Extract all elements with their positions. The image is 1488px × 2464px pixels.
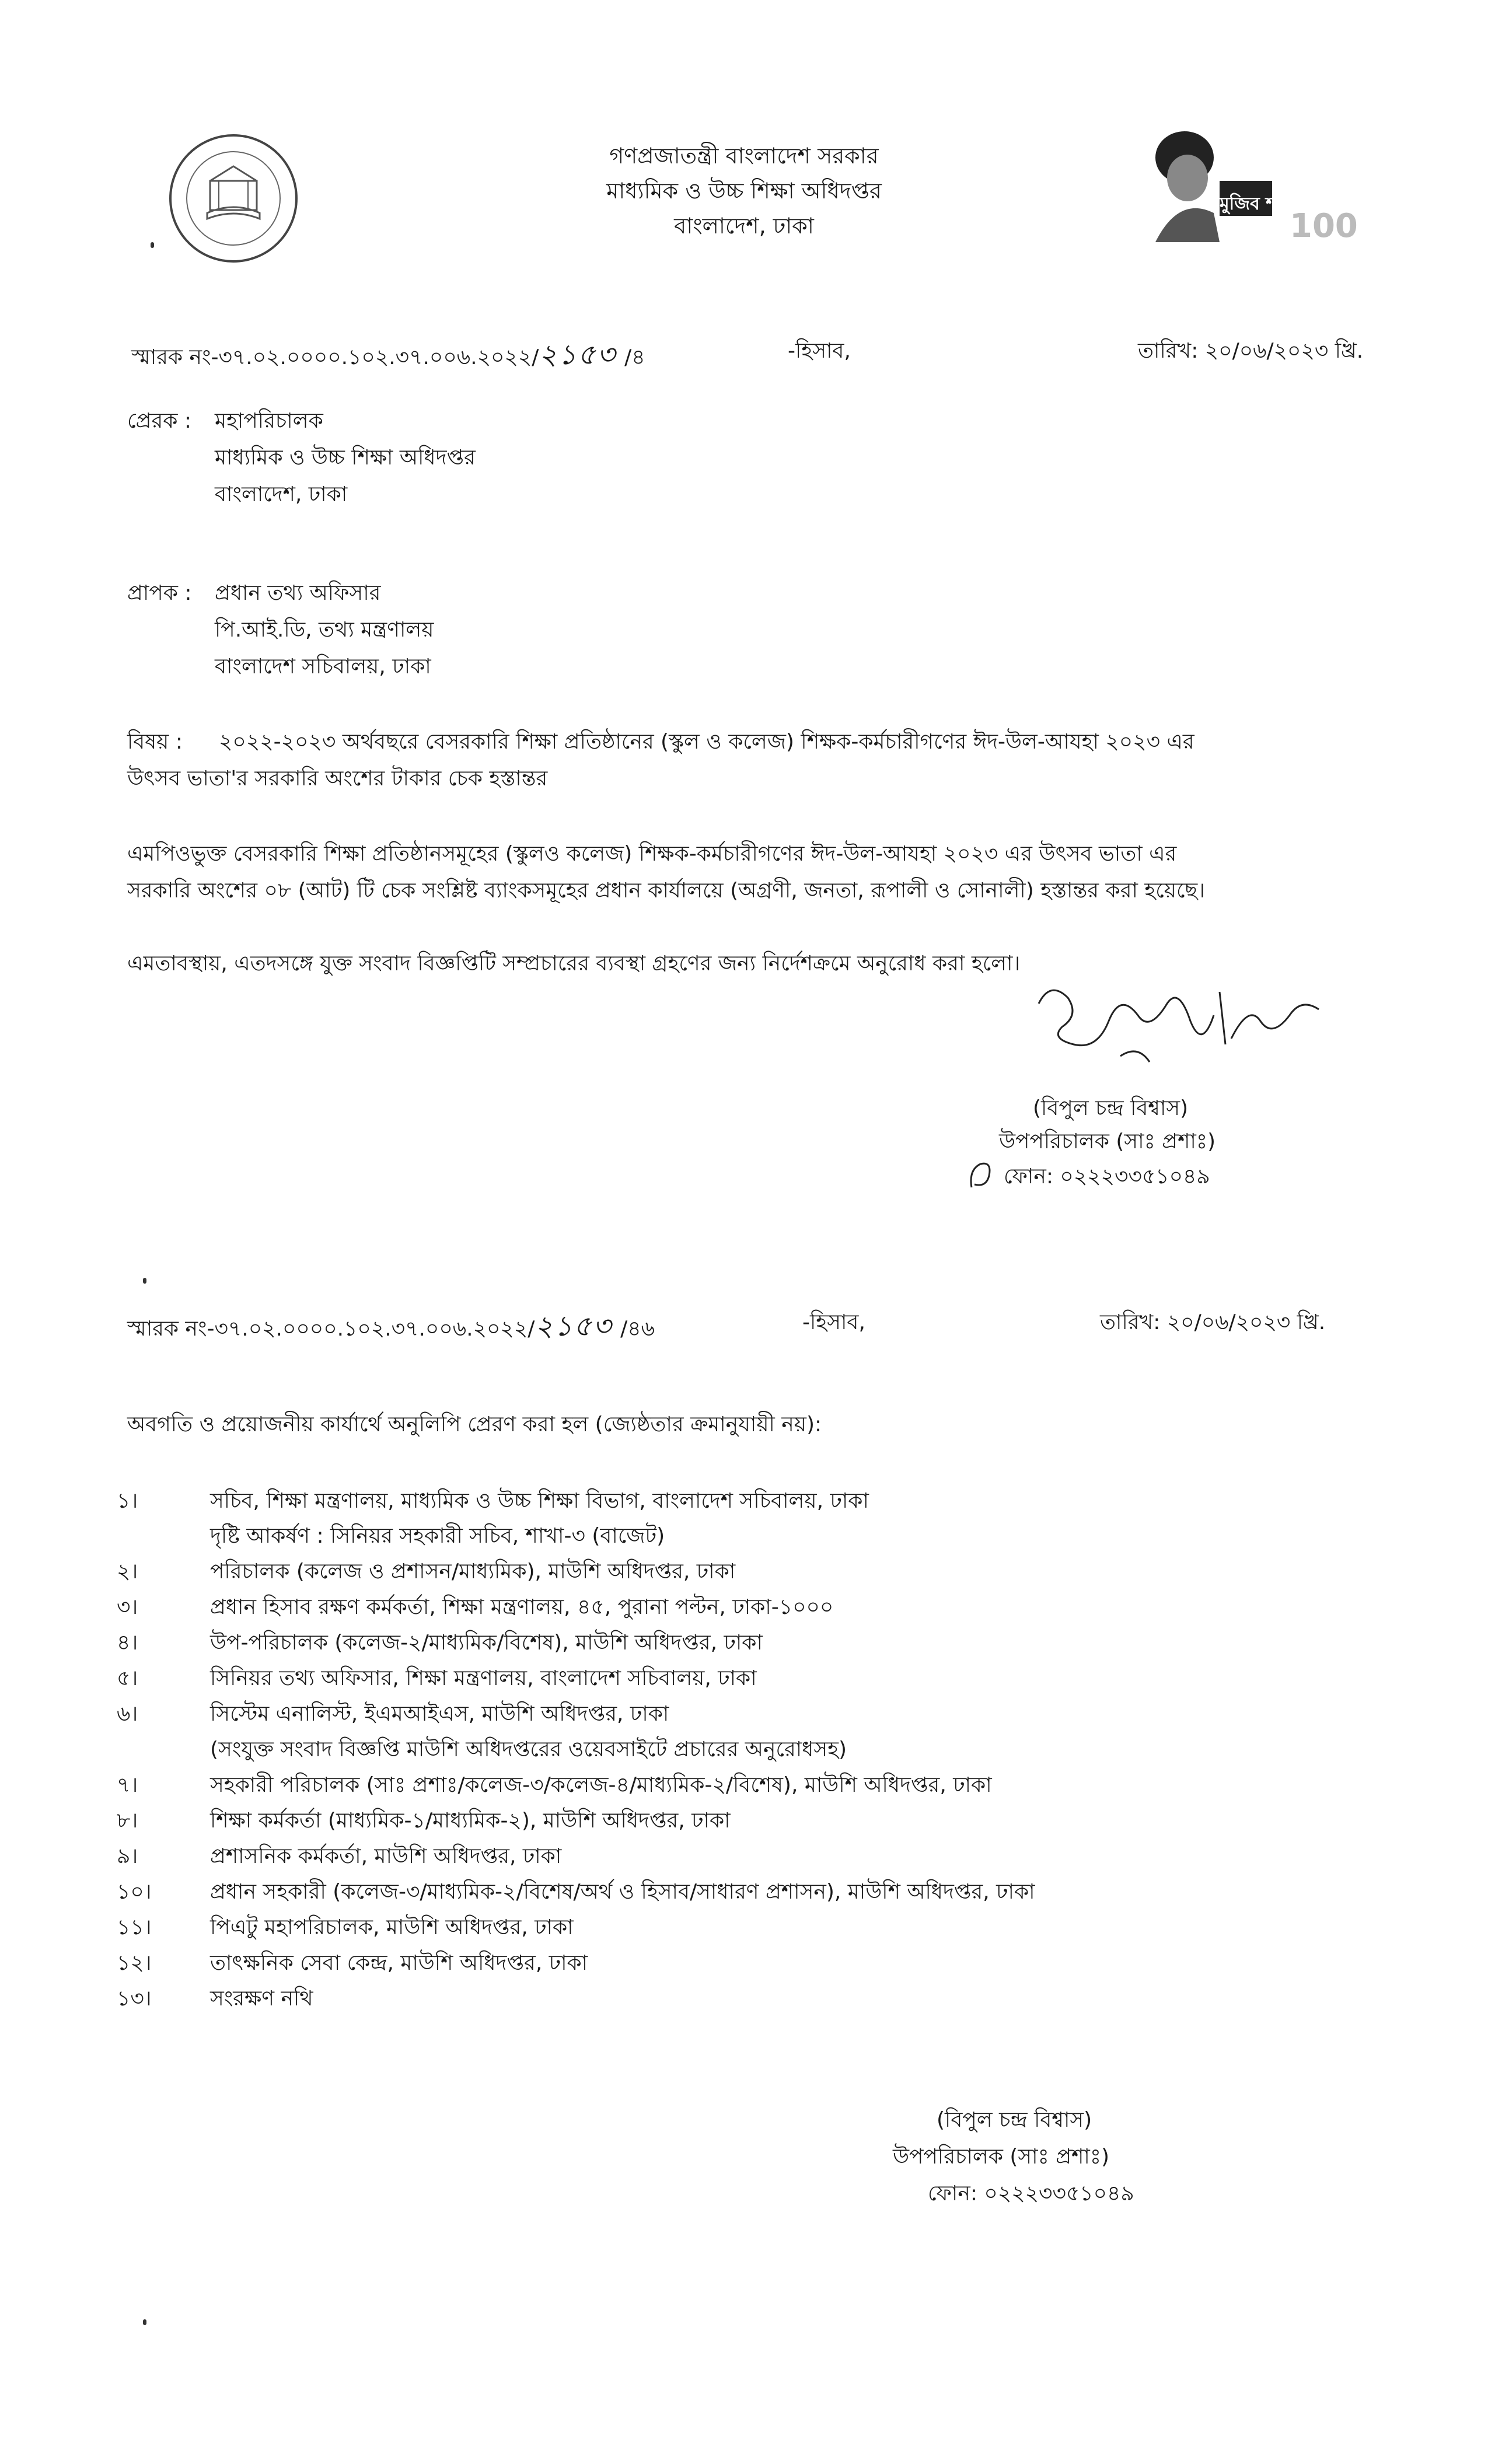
list-item-number: ১।	[117, 1489, 138, 1513]
list-item: সচিব, শিক্ষা মন্ত্রণালয়, মাধ্যমিক ও উচ্চ শিক্ষা বিভাগ, বাংলাদেশ সচিবালয়, ঢাকা	[210, 1489, 869, 1513]
list-item: শিক্ষা কর্মকর্তা (মাধ্যমিক-১/মাধ্যমিক-২), মাউশি অধিদপ্তর, ঢাকা	[210, 1809, 731, 1833]
directorate-name: মাধ্যমিক ও উচ্চ শিক্ষা অধিদপ্তর	[606, 178, 882, 204]
body-para1-line1: এমপিওভুক্ত বেসরকারি শিক্ষা প্রতিষ্ঠানসমূহের (স্কুলও কলেজ) শিক্ষক-কর্মচারীগণের ঈদ-উল-আযহা ২০২৩ এর উৎসব ভাতা এর	[127, 842, 1177, 866]
list-item: পরিচালক (কলেজ ও প্রশাসন/মাধ্যমিক), মাউশি অধিদপ্তর, ঢাকা	[210, 1560, 736, 1584]
sender-line3: বাংলাদেশ, ঢাকা	[215, 483, 348, 506]
list-item: তাৎক্ষনিক সেবা কেন্দ্র, মাউশি অধিদপ্তর, ঢাকা	[210, 1951, 588, 1975]
recipient-line3: বাংলাদেশ সচিবালয়, ঢাকা	[215, 655, 431, 679]
mujib-logo-text: মুজিব শতবর্ষ	[1220, 194, 1309, 214]
list-item: প্রশাসনিক কর্মকর্তা, মাউশি অধিদপ্তর, ঢাকা	[210, 1844, 562, 1868]
stray-mark	[143, 1278, 146, 1284]
list-item-number: ৮।	[117, 1809, 138, 1833]
subject-line2: উৎসব ভাতা'র সরকারি অংশের টাকার চেক হস্তান্তর	[127, 767, 548, 791]
handwritten-signature	[1027, 969, 1330, 1085]
memo1-ref-prefix: স্মারক নং-৩৭.০২.০০০০.১০২.৩৭.০০৬.২০২২/	[131, 345, 539, 369]
sender-line1: মহাপরিচালক	[215, 409, 323, 433]
signature1-phone: ফোন: ০২২২৩৩৫১০৪৯	[1004, 1165, 1210, 1189]
memo2-ref-suffix: /৪৬	[620, 1317, 655, 1341]
memo2-section: -হিসাব,	[802, 1310, 865, 1334]
list-item: সিনিয়র তথ্য অফিসার, শিক্ষা মন্ত্রণালয়, বাংলাদেশ সচিবালয়, ঢাকা	[210, 1666, 757, 1690]
body-para2: এমতাবস্থায়, এতদসঙ্গে যুক্ত সংবাদ বিজ্ঞপ্তিটি সম্প্রচারের ব্যবস্থা গ্রহণের জন্য নির্দেশক্রমে অনুরোধ করা হলো।	[127, 952, 1021, 976]
list-item-number: ৭।	[117, 1773, 138, 1797]
recipient-label: প্রাপক :	[127, 581, 192, 605]
memo2-ref	[127, 1310, 655, 1344]
memo1-ref	[131, 338, 645, 372]
list-item-number: ২।	[117, 1560, 138, 1584]
list-item-number: ১১।	[117, 1916, 152, 1939]
list-item-number: ১২।	[117, 1951, 152, 1975]
sender-line2: মাধ্যমিক ও উচ্চ শিক্ষা অধিদপ্তর	[215, 446, 476, 470]
signature2-name: (বিপুল চন্দ্র বিশ্বাস)	[937, 2108, 1092, 2132]
stray-mark	[143, 2319, 146, 2325]
list-item: উপ-পরিচালক (কলেজ-২/মাধ্যমিক/বিশেষ), মাউশি অধিদপ্তর, ঢাকা	[210, 1631, 763, 1655]
mujib-logo-number: 100	[1290, 207, 1358, 245]
memo2-ref-handwritten: ২১৫৩	[535, 1310, 613, 1343]
body-para1-line2: সরকারি অংশের ০৮ (আট) টি চেক সংশ্লিষ্ট ব্যাংকসমূহের প্রধান কার্যালয়ে (অগ্রণী, জনতা, রূপালী ও সোনালী) হস্তান্তর করা হয়েছে।	[127, 879, 1206, 903]
list-item: সংরক্ষণ নথি	[210, 1987, 313, 2011]
signature2-phone: ফোন: ০২২২৩৩৫১০৪৯	[928, 2182, 1134, 2206]
memo1-ref-handwritten: ২১৫৩	[539, 338, 617, 371]
list-item-number: ৩।	[117, 1595, 138, 1619]
signature1-name: (বিপুল চন্দ্র বিশ্বাস)	[1033, 1096, 1189, 1120]
list-item-number: ৬।	[117, 1702, 138, 1726]
directorate-location: বাংলাদেশ, ঢাকা	[674, 213, 814, 239]
list-item: পিএটু মহাপরিচালক, মাউশি অধিদপ্তর, ঢাকা	[210, 1916, 574, 1939]
memo2-ref-prefix: স্মারক নং-৩৭.০২.০০০০.১০২.৩৭.০০৬.২০২২/	[127, 1317, 535, 1341]
list-item: দৃষ্টি আকর্ষণ : সিনিয়র সহকারী সচিব, শাখা-৩ (বাজেট)	[210, 1524, 665, 1548]
list-item-number: ৪।	[117, 1631, 138, 1655]
signature1-designation: উপপরিচালক (সাঃ প্রশাঃ)	[999, 1130, 1216, 1154]
memo1-date: তারিখ: ২০/০৬/২০২৩ খ্রি.	[1138, 339, 1364, 363]
list-item-number: ১৩।	[117, 1987, 152, 2011]
list-item: সহকারী পরিচালক (সাঃ প্রশাঃ/কলেজ-৩/কলেজ-৪/মাধ্যমিক-২/বিশেষ), মাউশি অধিদপ্তর, ঢাকা	[210, 1773, 992, 1797]
distribution-intro: অবগতি ও প্রয়োজনীয় কার্যার্থে অনুলিপি প্রেরণ করা হল (জ্যেষ্ঠতার ক্রমানুযায়ী নয়):	[127, 1413, 822, 1437]
govt-name: গণপ্রজাতন্ত্রী বাংলাদেশ সরকার	[609, 143, 879, 169]
memo1-ref-suffix: /৪	[624, 345, 645, 369]
subject-label: বিষয় :	[127, 730, 183, 754]
sender-label: প্রেরক :	[127, 409, 192, 433]
recipient-line2: পি.আই.ডি, তথ্য মন্ত্রণালয়	[215, 618, 434, 642]
list-item: প্রধান সহকারী (কলেজ-৩/মাধ্যমিক-২/বিশেষ/অর্থ ও হিসাব/সাধারণ প্রশাসন), মাউশি অধিদপ্তর, ঢাকা	[210, 1880, 1035, 1904]
signature2-designation: উপপরিচালক (সাঃ প্রশাঃ)	[893, 2145, 1110, 2169]
memo2-date: তারিখ: ২০/০৬/২০২৩ খ্রি.	[1100, 1310, 1326, 1334]
memo1-section: -হিসাব,	[788, 339, 851, 363]
signature1-initial-mark	[966, 1158, 998, 1193]
list-item-number: ৫।	[117, 1666, 138, 1690]
list-item: (সংযুক্ত সংবাদ বিজ্ঞপ্তি মাউশি অধিদপ্তরের ওয়েবসাইটে প্রচারের অনুরোধসহ)	[210, 1738, 847, 1762]
stray-mark	[151, 242, 154, 248]
list-item: সিস্টেম এনালিস্ট, ইএমআইএস, মাউশি অধিদপ্তর, ঢাকা	[210, 1702, 669, 1726]
list-item-number: ৯।	[117, 1844, 138, 1868]
directorate-seal-logo	[166, 131, 301, 265]
recipient-line1: প্রধান তথ্য অফিসার	[215, 581, 381, 605]
subject-line1: ২০২২-২০২৩ অর্থবছরে বেসরকারি শিক্ষা প্রতিষ্ঠানের (স্কুল ও কলেজ) শিক্ষক-কর্মচারীগণের ঈদ-উল-আযহা ২০২৩ এর	[219, 730, 1194, 754]
list-item: প্রধান হিসাব রক্ষণ কর্মকর্তা, শিক্ষা মন্ত্রণালয়, ৪৫, পুরানা পল্টন, ঢাকা-১০০০	[210, 1595, 834, 1619]
list-item-number: ১০।	[117, 1880, 152, 1904]
